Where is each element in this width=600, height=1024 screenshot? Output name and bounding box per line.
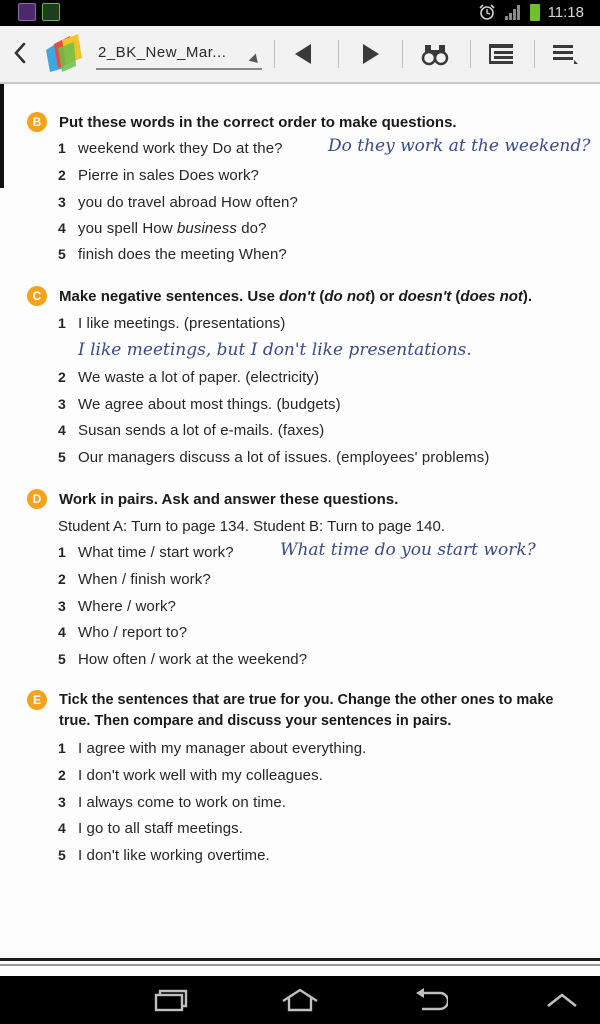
signal-icon — [504, 4, 522, 20]
section-d-badge: D — [27, 489, 47, 509]
section-c-title: Make negative sentences. Use don't (do not) or doesn't (does not). — [59, 288, 533, 305]
list-item: 3 you do travel abroad How often? — [58, 194, 298, 211]
document-title[interactable]: 2_BK_New_Mar... — [98, 44, 227, 61]
list-item: 3 Where / work? — [58, 598, 176, 615]
battery-icon — [530, 4, 540, 21]
back-button[interactable] — [408, 984, 452, 1016]
chevron-up-icon — [545, 990, 579, 1010]
shield-notification-icon — [42, 3, 60, 21]
list-item: 5 I don't like working overtime. — [58, 847, 270, 864]
system-navigation-bar — [0, 976, 600, 1024]
list-item: 3 We agree about most things. (budgets) — [58, 396, 341, 413]
handwritten-answer: I like meetings, but I don't like presentations. — [78, 340, 472, 360]
toolbar-divider — [402, 40, 403, 68]
list-item: 1 I agree with my manager about everything. — [58, 740, 367, 757]
section-e-heading — [27, 690, 600, 732]
list-item: 1 I like meetings. (presentations) — [58, 315, 286, 332]
next-page-button[interactable] — [354, 38, 388, 70]
previous-page-button[interactable] — [286, 38, 320, 70]
list-item: 2 Pierre in sales Does work? — [58, 167, 260, 184]
outline-button[interactable] — [484, 38, 518, 70]
menu-icon — [552, 42, 578, 66]
section-c-badge: C — [27, 286, 47, 306]
menu-up-button[interactable] — [540, 984, 584, 1016]
list-item: 1 What time / start work? — [58, 544, 234, 561]
list-item: 5 Our managers discuss a lot of issues. (employees' problems) — [58, 449, 490, 466]
list-item: 3 I always come to work on time. — [58, 794, 287, 811]
back-arrow-icon — [412, 987, 448, 1013]
reader-toolbar — [0, 26, 600, 84]
back-icon[interactable] — [8, 38, 34, 68]
toolbar-divider — [470, 40, 471, 68]
section-d-heading — [27, 489, 398, 510]
triangle-left-icon — [293, 42, 313, 66]
section-e-badge: E — [27, 690, 47, 710]
section-b-badge: B — [27, 112, 47, 132]
section-d-title: Work in pairs. Ask and answer these questions. — [59, 491, 399, 508]
section-d-intro: Student A: Turn to page 134. Student B: Turn to page 140. — [58, 518, 445, 535]
list-item: 4 Who / report to? — [58, 624, 188, 641]
toolbar-divider — [338, 40, 339, 68]
app-logo-icon — [40, 32, 88, 76]
section-e-title: Tick the sentences that are true for you. Change the other ones to make true. Then compare and discuss your sentences in pairs. — [59, 692, 554, 729]
dropdown-indicator-icon[interactable] — [249, 54, 262, 67]
list-item: 5 How often / work at the weekend? — [58, 651, 308, 668]
page-bottom-divider — [0, 958, 600, 961]
list-item: 4 I go to all staff meetings. — [58, 820, 244, 837]
toolbar-divider — [534, 40, 535, 68]
handwritten-answer: What time do you start work? — [280, 540, 536, 560]
list-item: 4 you spell How business do? — [58, 220, 267, 237]
list-item: 2 When / finish work? — [58, 571, 211, 588]
section-b-heading — [27, 112, 457, 133]
menu-button[interactable] — [548, 38, 582, 70]
triangle-right-icon — [361, 42, 381, 66]
document-page[interactable] — [0, 84, 600, 956]
handwritten-answer: Do they work at the weekend? — [328, 136, 591, 156]
list-item: 2 I don't work well with my colleagues. — [58, 767, 323, 784]
app-notification-icon — [18, 3, 36, 21]
recent-apps-button[interactable] — [148, 984, 192, 1016]
status-bar — [0, 0, 600, 26]
list-item: 1 weekend work they Do at the? — [58, 140, 283, 157]
alarm-icon — [478, 3, 496, 21]
home-icon — [280, 987, 320, 1013]
section-b-title: Put these words in the correct order to make questions. — [59, 114, 457, 131]
section-c-heading — [27, 286, 532, 307]
page-bottom-divider — [0, 964, 600, 966]
title-underline — [96, 68, 262, 70]
list-item: 4 Susan sends a lot of e-mails. (faxes) — [58, 422, 325, 439]
find-button[interactable] — [418, 38, 452, 70]
outline-icon — [488, 42, 514, 66]
toolbar-divider — [274, 40, 275, 68]
recent-apps-icon — [152, 987, 188, 1013]
status-time: 11:18 — [547, 3, 584, 21]
binoculars-icon — [421, 42, 449, 66]
list-item: 2 We waste a lot of paper. (electricity) — [58, 369, 320, 386]
list-item: 5 finish does the meeting When? — [58, 246, 287, 263]
home-button[interactable] — [278, 984, 322, 1016]
page-edge-marker — [0, 84, 4, 188]
